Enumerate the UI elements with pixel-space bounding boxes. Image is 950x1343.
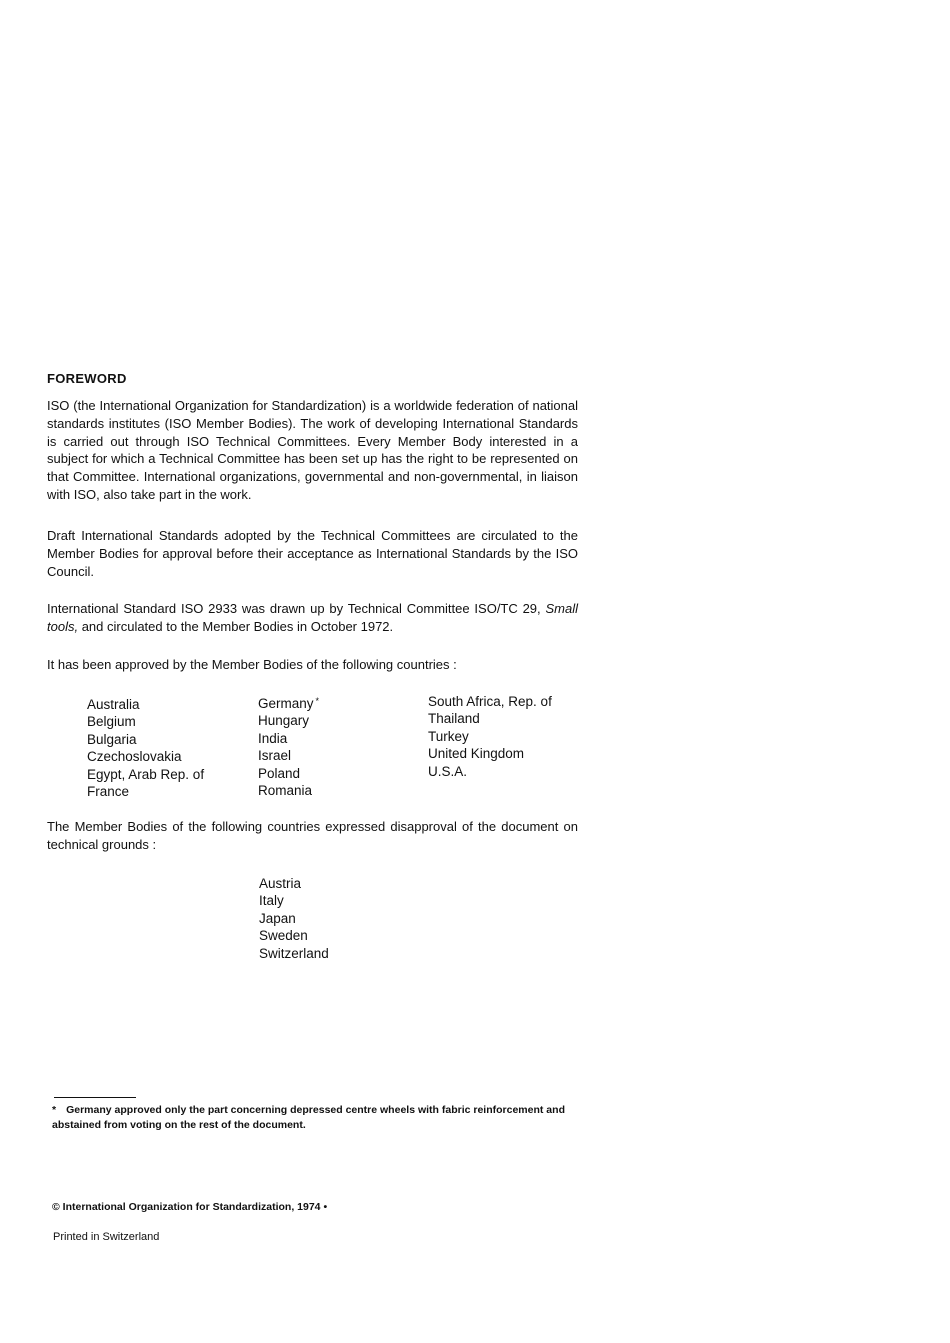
- foreword-heading: FOREWORD: [47, 371, 127, 386]
- country-item: India: [258, 730, 288, 746]
- country-name: Germany: [258, 696, 314, 711]
- country-item: Belgium: [87, 714, 136, 730]
- footnote-marker: *: [315, 696, 320, 706]
- paragraph-draft-standards: Draft International Standards adopted by the Technical Committees are circulated to the Member Bodies for approval before their acceptance as International Standards by the ISO Council.: [47, 528, 578, 579]
- committee-title: Small tools,: [47, 601, 578, 634]
- country-item: U.S.A.: [428, 763, 468, 779]
- country-item: Switzerland: [259, 945, 329, 961]
- footnote: [52, 1103, 592, 1133]
- country-item: Egypt, Arab Rep. of: [87, 766, 205, 782]
- paragraph-iso-2933: [47, 600, 578, 636]
- approving-countries-column-2: [258, 695, 319, 799]
- paragraph-iso-federation: ISO (the International Organization for Standardization) is a worldwide federation of national standards institutes (ISO Member Bodies). The work of developing International Standards is carried out through ISO Technical Committees. Every Member Body interested in a subject for which a Technical Committee has been set up has the right to be represented on that Committee. International organizations, governmental and non-governmental, in liaison with ISO, also take part in the work.: [47, 398, 578, 502]
- country-item: Austria: [259, 876, 302, 891]
- country-item: France: [87, 784, 130, 800]
- approving-countries-column-1: [87, 696, 204, 800]
- country-item: Turkey: [428, 728, 469, 744]
- country-item: Czechoslovakia: [87, 749, 182, 765]
- copyright-notice: © International Organization for Standardization, 1974 •: [52, 1201, 328, 1213]
- paragraph-iso-2933-after: and circulated to the Member Bodies in October 1972.: [78, 618, 394, 634]
- country-item: Hungary: [258, 713, 310, 729]
- country-item: Bulgaria: [87, 731, 137, 747]
- footnote-marker: *: [52, 1104, 57, 1116]
- country-item: Thailand: [428, 711, 480, 727]
- paragraph-disapproval-intro: The Member Bodies of the following countries expressed disapproval of the document on technical grounds :: [47, 819, 578, 852]
- country-item: Japan: [259, 910, 296, 926]
- footnote-divider: [54, 1097, 136, 1098]
- country-item: South Africa, Rep. of: [428, 694, 552, 709]
- country-item-germany: [258, 695, 319, 712]
- country-item: Romania: [258, 783, 313, 799]
- country-item: Sweden: [259, 928, 308, 944]
- country-item: United Kingdom: [428, 746, 525, 762]
- paragraph-approval-intro: It has been approved by the Member Bodies of the following countries :: [47, 657, 457, 672]
- footnote-text: Germany approved only the part concerning depressed centre wheels with fabric reinforcement and abstained from voting on the rest of the document.: [52, 1104, 565, 1131]
- printed-location: Printed in Switzerland: [53, 1231, 160, 1243]
- approving-countries-column-3: [428, 693, 552, 780]
- country-item: Israel: [258, 748, 292, 764]
- disapproving-countries-list: [259, 875, 329, 962]
- country-item: Italy: [259, 893, 284, 909]
- country-item: Poland: [258, 765, 301, 781]
- paragraph-iso-2933-before: International Standard ISO 2933 was drawn up by Technical Committee ISO/TC 29,: [47, 601, 546, 616]
- country-item: Australia: [87, 697, 140, 712]
